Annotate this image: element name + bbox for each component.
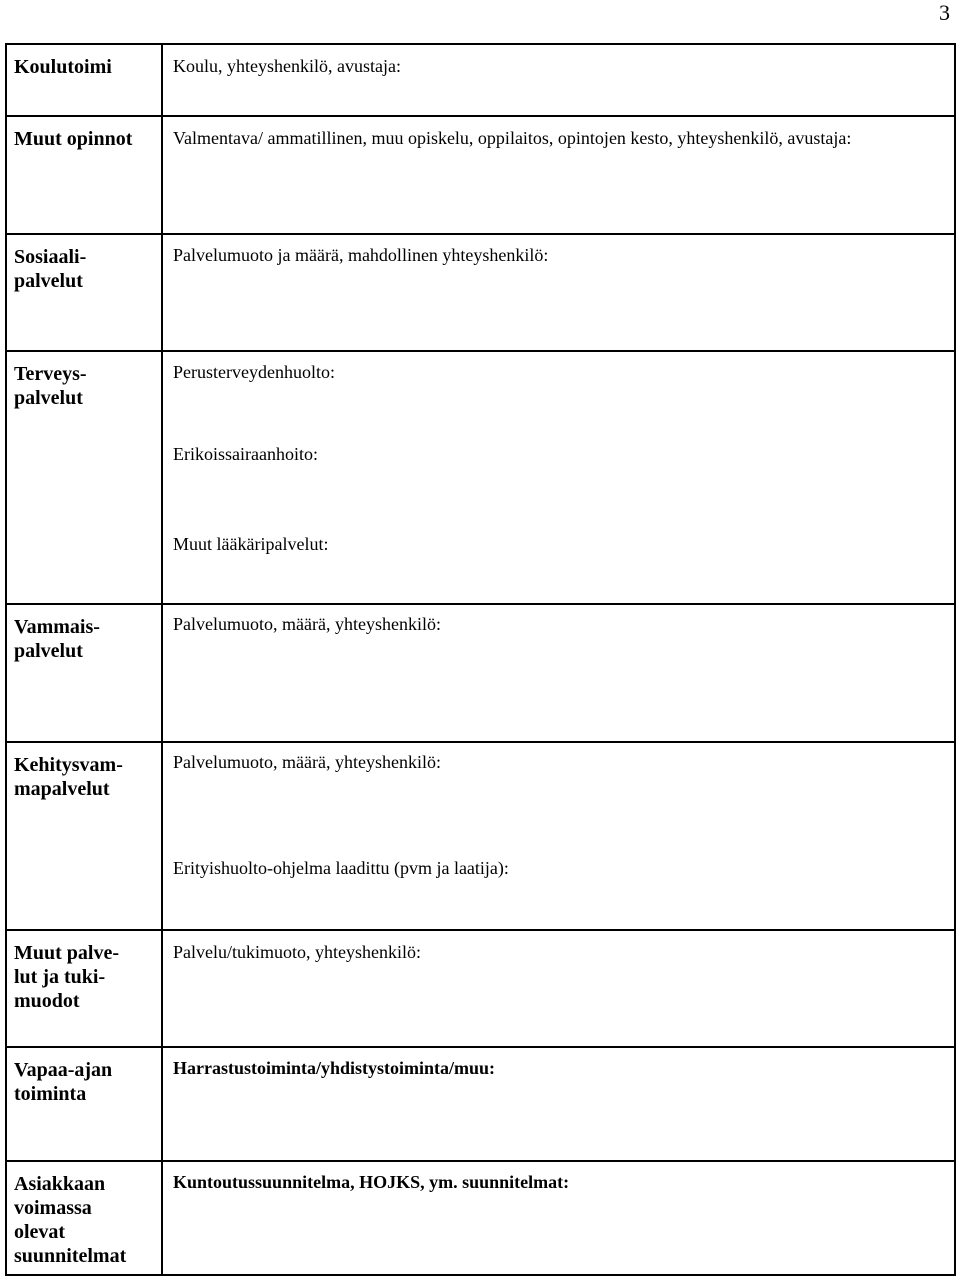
row-label: Terveys- palvelut — [14, 363, 87, 409]
form-row-koulutoimi — [6, 44, 955, 116]
row-label-cell — [6, 234, 162, 351]
field-prompt: Valmentava/ ammatillinen, muu opiskelu, oppilaitos, opintojen kesto, yhteyshenkilö, avustaja: — [173, 128, 852, 148]
row-content-cell[interactable] — [162, 44, 955, 116]
page-number: 3 — [939, 0, 950, 25]
field-prompt: Palvelumuoto, määrä, yhteyshenkilö: — [173, 752, 441, 772]
row-content-cell[interactable] — [162, 742, 955, 930]
form-row-muut-opinnot — [6, 116, 955, 234]
field-prompt: Erikoissairaanhoito: — [173, 444, 318, 464]
row-label-cell — [6, 351, 162, 604]
form-row-vapaa-ajan-toiminta — [6, 1047, 955, 1161]
field-prompt: Kuntoutussuunnitelma, HOJKS, ym. suunnitelmat: — [173, 1172, 570, 1192]
row-label-cell — [6, 930, 162, 1047]
form-row-kehitysvammapalvelut — [6, 742, 955, 930]
row-content-cell[interactable] — [162, 1161, 955, 1275]
row-label: Muut opinnot — [14, 128, 133, 150]
row-label: Muut palve- lut ja tuki- muodot — [14, 942, 119, 1012]
row-label-cell — [6, 44, 162, 116]
row-content-cell[interactable] — [162, 604, 955, 742]
field-prompt: Muut lääkäripalvelut: — [173, 534, 329, 554]
field-prompt: Palvelumuoto, määrä, yhteyshenkilö: — [173, 614, 441, 634]
row-label-cell — [6, 742, 162, 930]
service-form-table — [5, 43, 956, 1276]
row-label: Koulutoimi — [14, 56, 112, 78]
row-label: Sosiaali- palvelut — [14, 246, 87, 292]
field-prompt: Erityishuolto-ohjelma laadittu (pvm ja laatija): — [173, 858, 509, 878]
form-row-terveyspalvelut — [6, 351, 955, 604]
field-prompt: Palvelumuoto ja määrä, mahdollinen yhteyshenkilö: — [173, 245, 549, 265]
field-prompt: Harrastustoiminta/yhdistystoiminta/muu: — [173, 1058, 496, 1078]
row-label: Kehitysvam- mapalvelut — [14, 754, 123, 800]
form-row-suunnitelmat — [6, 1161, 955, 1275]
field-prompt: Palvelu/tukimuoto, yhteyshenkilö: — [173, 942, 421, 962]
form-row-sosiaalipalvelut — [6, 234, 955, 351]
form-row-vammaispalvelut — [6, 604, 955, 742]
row-content-cell[interactable] — [162, 234, 955, 351]
row-label-cell — [6, 1161, 162, 1275]
row-label: Vapaa-ajan toiminta — [14, 1059, 113, 1105]
row-label: Asiakkaan voimassa olevat suunnitelmat — [14, 1173, 127, 1267]
row-content-cell[interactable] — [162, 1047, 955, 1161]
field-prompt: Perusterveydenhuolto: — [173, 362, 335, 382]
row-content-cell[interactable] — [162, 930, 955, 1047]
row-content-cell[interactable] — [162, 351, 955, 604]
row-label-cell — [6, 1047, 162, 1161]
row-content-cell[interactable] — [162, 116, 955, 234]
row-label-cell — [6, 604, 162, 742]
row-label-cell — [6, 116, 162, 234]
form-row-muut-palvelut — [6, 930, 955, 1047]
field-prompt: Koulu, yhteyshenkilö, avustaja: — [173, 56, 401, 76]
row-label: Vammais- palvelut — [14, 616, 100, 662]
